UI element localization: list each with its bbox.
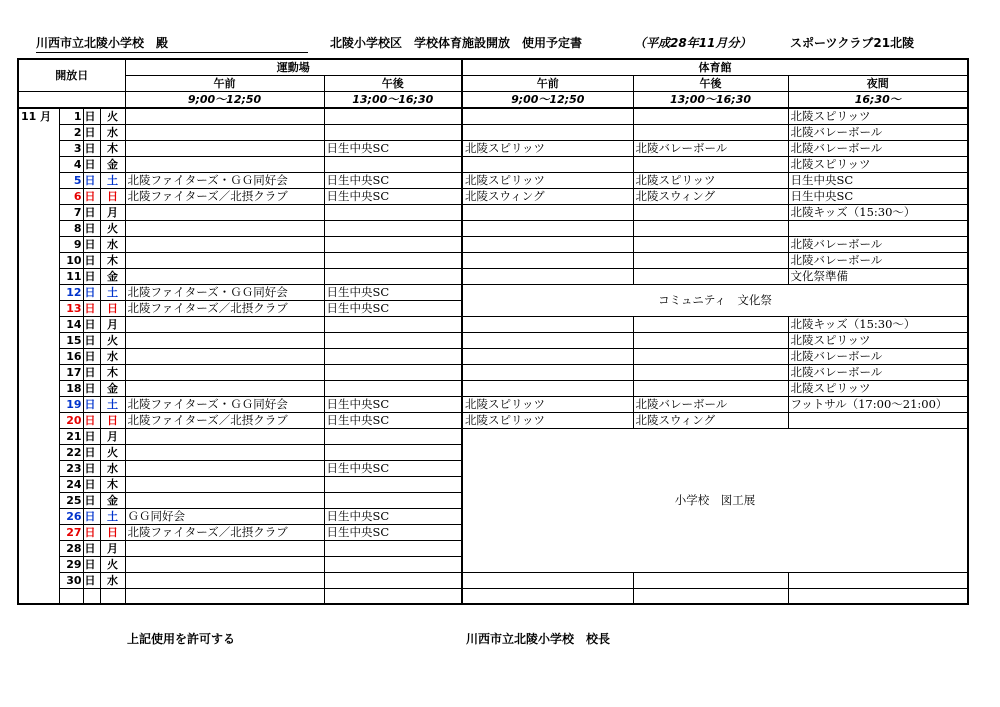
venue-gym-header: 体育館	[462, 59, 968, 76]
gym-pm-cell	[633, 205, 788, 221]
weekday: 木	[100, 253, 125, 269]
gym-night-header: 夜間	[788, 76, 968, 92]
ground-pm-cell: 日生中央SC	[324, 525, 462, 541]
weekday: 土	[100, 285, 125, 301]
gym-night-cell: 北陵バレーボール	[788, 365, 968, 381]
ground-pm-cell	[324, 157, 462, 173]
gym-night-cell: 北陵バレーボール	[788, 237, 968, 253]
ground-am-cell	[125, 589, 324, 605]
ground-am-cell	[125, 141, 324, 157]
month-label: 11 月	[18, 108, 59, 604]
ground-am-cell	[125, 125, 324, 141]
ground-am-cell	[125, 253, 324, 269]
ground-am-cell	[125, 269, 324, 285]
ground-am-cell	[125, 541, 324, 557]
ground-pm-cell: 日生中央SC	[324, 189, 462, 205]
table-row	[18, 157, 968, 173]
ground-am-cell	[125, 205, 324, 221]
gym-am-cell	[462, 317, 633, 333]
ground-pm-cell: 日生中央SC	[324, 285, 462, 301]
gym-am-cell	[462, 573, 633, 589]
weekday: 水	[100, 573, 125, 589]
day-unit: 日	[83, 493, 100, 509]
day-number: 2	[59, 125, 83, 141]
day-unit: 日	[83, 381, 100, 397]
gym-night-cell: 日生中央SC	[788, 189, 968, 205]
day-unit: 日	[83, 189, 100, 205]
day-unit: 日	[83, 125, 100, 141]
gym-pm-cell	[633, 108, 788, 125]
ground-pm-cell: 日生中央SC	[324, 413, 462, 429]
table-row	[18, 253, 968, 269]
day-number: 30	[59, 573, 83, 589]
day-unit: 日	[83, 445, 100, 461]
ground-am-cell	[125, 445, 324, 461]
table-row	[18, 141, 968, 157]
gym-night-cell: 北陵スピリッツ	[788, 381, 968, 397]
gym-am-cell	[462, 125, 633, 141]
ground-pm-cell	[324, 108, 462, 125]
ground-am-time: 9;00～12;50	[125, 92, 324, 109]
principal-signature: 川西市立北陵小学校 校長	[466, 632, 611, 646]
day-number: 19	[59, 397, 83, 413]
day-number: 11	[59, 269, 83, 285]
day-unit: 日	[83, 477, 100, 493]
gym-pm-cell	[633, 349, 788, 365]
gym-am-cell	[462, 237, 633, 253]
weekday: 木	[100, 477, 125, 493]
table-row	[18, 349, 968, 365]
gym-pm-cell	[633, 333, 788, 349]
gym-night-cell	[788, 221, 968, 237]
ground-am-cell: 北陵ファイターズ／北摂クラブ	[125, 301, 324, 317]
gym-pm-cell: 北陵スウィング	[633, 189, 788, 205]
schedule-table	[17, 58, 969, 605]
gym-night-cell: 北陵バレーボール	[788, 125, 968, 141]
day-unit	[83, 589, 100, 605]
gym-am-cell	[462, 253, 633, 269]
day-unit: 日	[83, 365, 100, 381]
ground-pm-cell	[324, 445, 462, 461]
ground-am-cell: ＧＧ同好会	[125, 509, 324, 525]
document-period: （平成28年11月分）	[634, 36, 752, 50]
day-unit: 日	[83, 173, 100, 189]
club-name: スポーツクラブ21北陵	[790, 36, 915, 50]
gym-night-time: 16;30～	[788, 92, 968, 109]
day-number: 6	[59, 189, 83, 205]
ground-am-cell	[125, 108, 324, 125]
table-row	[18, 397, 968, 413]
gym-am-cell	[462, 365, 633, 381]
gym-night-cell: 北陵スピリッツ	[788, 157, 968, 173]
table-row	[18, 333, 968, 349]
day-number: 1	[59, 108, 83, 125]
ground-pm-cell: 日生中央SC	[324, 397, 462, 413]
day-number: 4	[59, 157, 83, 173]
day-number: 8	[59, 221, 83, 237]
gym-pm-cell: 北陵バレーボール	[633, 397, 788, 413]
gym-am-cell: 北陵スピリッツ	[462, 141, 633, 157]
weekday: 土	[100, 173, 125, 189]
gym-am-cell	[462, 333, 633, 349]
ground-am-cell	[125, 477, 324, 493]
ground-pm-cell	[324, 333, 462, 349]
ground-pm-cell	[324, 557, 462, 573]
table-row	[18, 237, 968, 253]
ground-am-cell: 北陵ファイターズ・ＧＧ同好会	[125, 397, 324, 413]
day-unit: 日	[83, 108, 100, 125]
ground-pm-cell	[324, 429, 462, 445]
weekday: 火	[100, 445, 125, 461]
day-number: 10	[59, 253, 83, 269]
gym-am-cell	[462, 589, 633, 605]
day-unit: 日	[83, 461, 100, 477]
weekday: 日	[100, 301, 125, 317]
weekday: 水	[100, 349, 125, 365]
ground-pm-cell: 日生中央SC	[324, 461, 462, 477]
day-number: 14	[59, 317, 83, 333]
gym-am-cell	[462, 381, 633, 397]
weekday: 木	[100, 365, 125, 381]
ground-am-cell	[125, 573, 324, 589]
weekday: 月	[100, 429, 125, 445]
day-number: 25	[59, 493, 83, 509]
gym-pm-cell	[633, 573, 788, 589]
ground-am-cell: 北陵ファイターズ・ＧＧ同好会	[125, 173, 324, 189]
table-row	[18, 365, 968, 381]
weekday: 月	[100, 541, 125, 557]
table-row	[18, 173, 968, 189]
weekday: 月	[100, 205, 125, 221]
ground-am-cell	[125, 237, 324, 253]
day-unit: 日	[83, 429, 100, 445]
ground-am-header: 午前	[125, 76, 324, 92]
gym-am-cell	[462, 205, 633, 221]
weekday: 金	[100, 493, 125, 509]
ground-am-cell	[125, 349, 324, 365]
ground-pm-header: 午後	[324, 76, 462, 92]
day-number: 24	[59, 477, 83, 493]
weekday: 火	[100, 557, 125, 573]
weekday: 火	[100, 221, 125, 237]
day-unit: 日	[83, 285, 100, 301]
day-unit: 日	[83, 253, 100, 269]
day-number: 21	[59, 429, 83, 445]
gym-am-cell: 北陵スピリッツ	[462, 173, 633, 189]
weekday: 金	[100, 157, 125, 173]
venue-ground-header: 運動場	[125, 59, 462, 76]
ground-pm-cell: 日生中央SC	[324, 509, 462, 525]
table-row	[18, 317, 968, 333]
table-row	[18, 573, 968, 589]
gym-night-cell: 北陵バレーボール	[788, 141, 968, 157]
ground-am-cell: 北陵ファイターズ・ＧＧ同好会	[125, 285, 324, 301]
day-unit: 日	[83, 509, 100, 525]
ground-pm-cell	[324, 269, 462, 285]
table-row	[18, 205, 968, 221]
weekday: 日	[100, 189, 125, 205]
ground-pm-time: 13;00～16;30	[324, 92, 462, 109]
ground-am-cell	[125, 317, 324, 333]
gym-pm-cell	[633, 269, 788, 285]
day-unit: 日	[83, 221, 100, 237]
ground-am-cell	[125, 381, 324, 397]
ground-am-cell	[125, 557, 324, 573]
gym-night-cell: 日生中央SC	[788, 173, 968, 189]
ground-pm-cell	[324, 589, 462, 605]
ground-pm-cell	[324, 365, 462, 381]
gym-am-cell	[462, 108, 633, 125]
day-unit: 日	[83, 349, 100, 365]
ground-am-cell	[125, 157, 324, 173]
ground-pm-cell	[324, 205, 462, 221]
day-number: 17	[59, 365, 83, 381]
day-unit: 日	[83, 237, 100, 253]
ground-am-cell	[125, 333, 324, 349]
gym-night-cell: 文化祭準備	[788, 269, 968, 285]
gym-pm-cell: 北陵スウィング	[633, 413, 788, 429]
day-number: 5	[59, 173, 83, 189]
ground-pm-cell	[324, 573, 462, 589]
gym-night-cell	[788, 589, 968, 605]
day-number: 27	[59, 525, 83, 541]
gym-pm-cell	[633, 589, 788, 605]
weekday: 金	[100, 381, 125, 397]
table-row	[18, 221, 968, 237]
day-number: 28	[59, 541, 83, 557]
day-unit: 日	[83, 141, 100, 157]
weekday: 火	[100, 108, 125, 125]
day-unit: 日	[83, 317, 100, 333]
weekday: 月	[100, 317, 125, 333]
addressee: 川西市立北陵小学校 殿	[36, 34, 308, 53]
gym-am-cell: 北陵スウィング	[462, 189, 633, 205]
day-unit: 日	[83, 333, 100, 349]
community-festival-cell: コミュニティ 文化祭	[462, 285, 968, 317]
day-unit: 日	[83, 269, 100, 285]
weekday: 金	[100, 269, 125, 285]
weekday: 水	[100, 237, 125, 253]
date-header: 開放日	[18, 59, 125, 92]
table-row	[18, 589, 968, 605]
day-number: 12	[59, 285, 83, 301]
gym-am-cell	[462, 349, 633, 365]
permit-text: 上記使用を許可する	[127, 632, 236, 646]
gym-night-cell: 北陵キッズ（15:30～）	[788, 205, 968, 221]
day-number: 22	[59, 445, 83, 461]
day-unit: 日	[83, 557, 100, 573]
gym-night-cell: 北陵バレーボール	[788, 349, 968, 365]
ground-am-cell: 北陵ファイターズ／北摂クラブ	[125, 413, 324, 429]
document-title: 北陵小学校区 学校体育施設開放 使用予定書	[330, 36, 583, 50]
day-number: 29	[59, 557, 83, 573]
table-row	[18, 381, 968, 397]
gym-am-cell: 北陵スピリッツ	[462, 397, 633, 413]
day-number: 3	[59, 141, 83, 157]
gym-night-cell: 北陵スピリッツ	[788, 108, 968, 125]
ground-am-cell	[125, 221, 324, 237]
gym-pm-cell: 北陵バレーボール	[633, 141, 788, 157]
gym-am-cell	[462, 157, 633, 173]
ground-pm-cell	[324, 349, 462, 365]
weekday: 火	[100, 333, 125, 349]
ground-pm-cell	[324, 541, 462, 557]
day-unit: 日	[83, 301, 100, 317]
day-number: 20	[59, 413, 83, 429]
weekday: 土	[100, 509, 125, 525]
gym-pm-cell	[633, 365, 788, 381]
table-row	[18, 189, 968, 205]
ground-pm-cell: 日生中央SC	[324, 141, 462, 157]
table-row	[18, 269, 968, 285]
ground-pm-cell	[324, 381, 462, 397]
gym-night-cell	[788, 413, 968, 429]
day-unit: 日	[83, 397, 100, 413]
time-row-spacer	[18, 92, 125, 109]
day-number: 18	[59, 381, 83, 397]
weekday: 土	[100, 397, 125, 413]
day-number	[59, 589, 83, 605]
day-number: 9	[59, 237, 83, 253]
ground-pm-cell	[324, 221, 462, 237]
table-row	[18, 429, 968, 445]
ground-pm-cell	[324, 317, 462, 333]
art-exhibition-cell: 小学校 図工展	[462, 429, 968, 573]
table-row	[18, 285, 968, 301]
ground-am-cell	[125, 461, 324, 477]
ground-pm-cell	[324, 125, 462, 141]
ground-am-cell	[125, 493, 324, 509]
ground-am-cell	[125, 365, 324, 381]
day-number: 26	[59, 509, 83, 525]
gym-night-cell	[788, 573, 968, 589]
ground-pm-cell: 日生中央SC	[324, 173, 462, 189]
gym-night-cell: 北陵バレーボール	[788, 253, 968, 269]
day-unit: 日	[83, 413, 100, 429]
table-row	[18, 108, 968, 125]
gym-night-cell: 北陵スピリッツ	[788, 333, 968, 349]
day-unit: 日	[83, 573, 100, 589]
gym-am-cell: 北陵スピリッツ	[462, 413, 633, 429]
gym-pm-cell	[633, 157, 788, 173]
gym-pm-time: 13;00～16;30	[633, 92, 788, 109]
gym-am-cell	[462, 269, 633, 285]
table-row	[18, 125, 968, 141]
weekday: 水	[100, 125, 125, 141]
gym-pm-header: 午後	[633, 76, 788, 92]
table-row	[18, 413, 968, 429]
gym-pm-cell	[633, 317, 788, 333]
gym-am-header: 午前	[462, 76, 633, 92]
weekday: 日	[100, 413, 125, 429]
gym-night-cell: 北陵キッズ（15:30～）	[788, 317, 968, 333]
ground-am-cell: 北陵ファイターズ／北摂クラブ	[125, 189, 324, 205]
gym-pm-cell	[633, 253, 788, 269]
day-number: 23	[59, 461, 83, 477]
ground-am-cell	[125, 429, 324, 445]
gym-pm-cell	[633, 221, 788, 237]
gym-pm-cell	[633, 381, 788, 397]
day-unit: 日	[83, 205, 100, 221]
weekday: 水	[100, 461, 125, 477]
weekday: 木	[100, 141, 125, 157]
ground-am-cell: 北陵ファイターズ／北摂クラブ	[125, 525, 324, 541]
gym-night-cell: フットサル（17:00～21:00）	[788, 397, 968, 413]
weekday: 日	[100, 525, 125, 541]
day-unit: 日	[83, 525, 100, 541]
gym-am-time: 9;00～12;50	[462, 92, 633, 109]
ground-pm-cell	[324, 477, 462, 493]
day-number: 13	[59, 301, 83, 317]
ground-pm-cell: 日生中央SC	[324, 301, 462, 317]
day-number: 16	[59, 349, 83, 365]
gym-pm-cell	[633, 237, 788, 253]
ground-pm-cell	[324, 237, 462, 253]
day-number: 7	[59, 205, 83, 221]
gym-pm-cell	[633, 125, 788, 141]
day-number: 15	[59, 333, 83, 349]
gym-pm-cell: 北陵スピリッツ	[633, 173, 788, 189]
weekday	[100, 589, 125, 605]
ground-pm-cell	[324, 253, 462, 269]
gym-am-cell	[462, 221, 633, 237]
day-unit: 日	[83, 541, 100, 557]
day-unit: 日	[83, 157, 100, 173]
ground-pm-cell	[324, 493, 462, 509]
